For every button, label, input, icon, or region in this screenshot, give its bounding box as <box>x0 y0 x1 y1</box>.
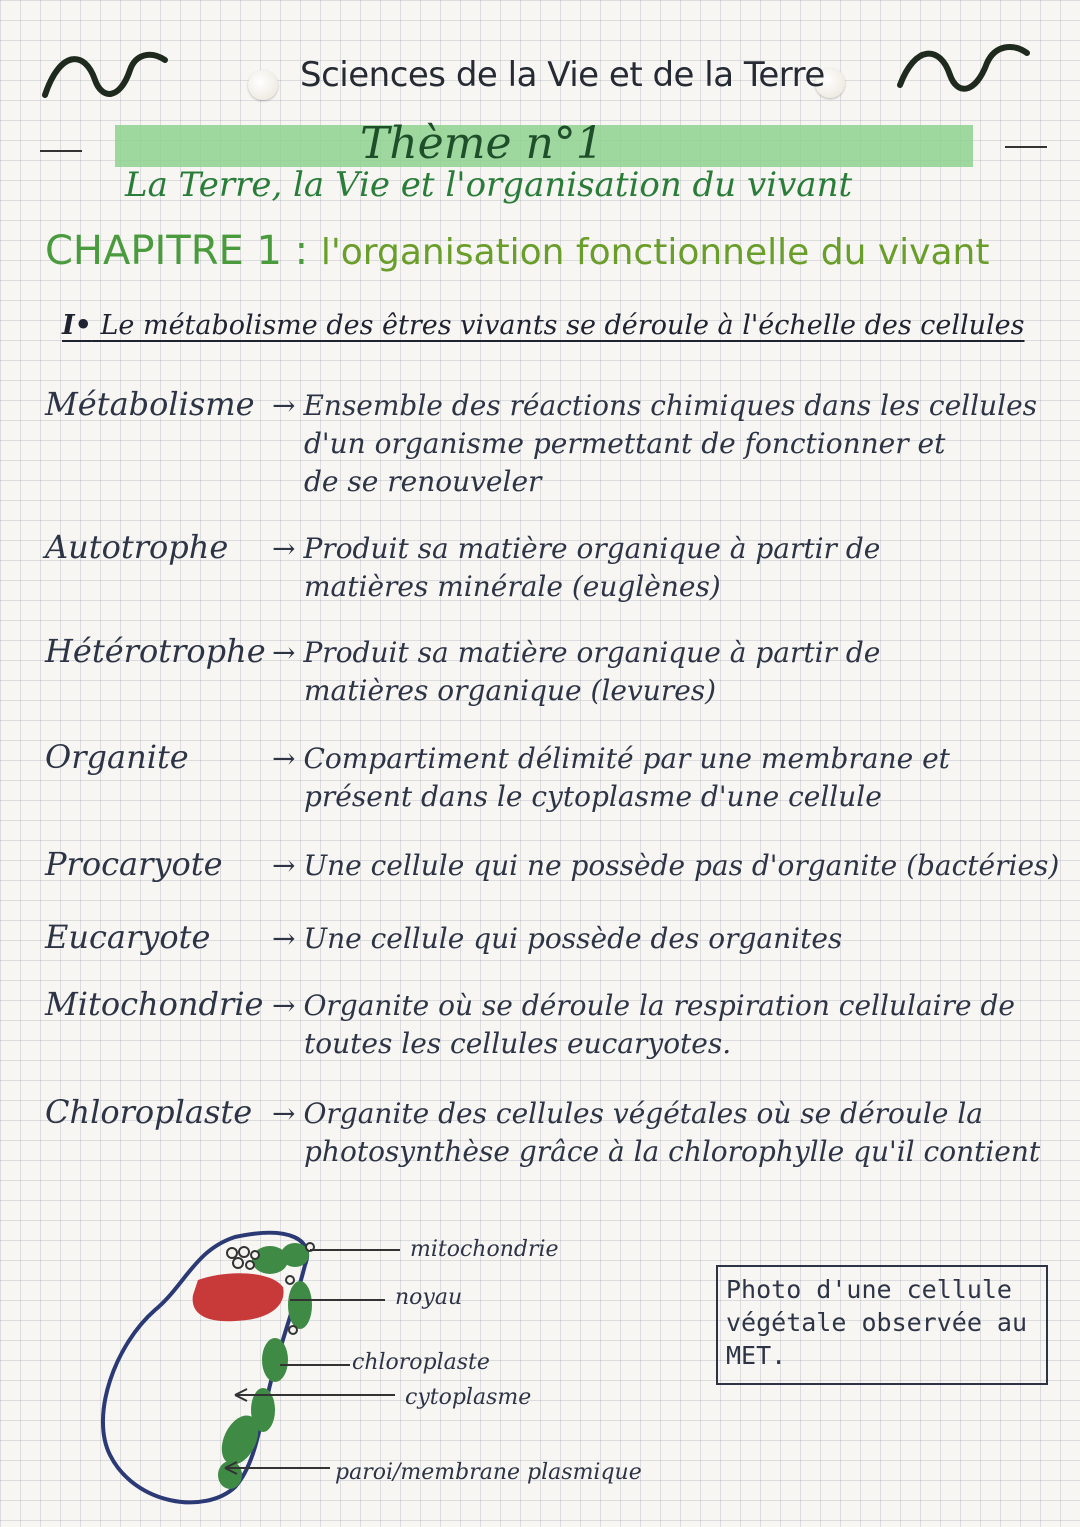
definition-line <box>272 1095 1062 1133</box>
definition-term: Procaryote <box>45 845 223 883</box>
definition-line-text: Organite où se déroule la respiration cellulaire de <box>303 989 1015 1022</box>
left-squiggle-icon <box>40 40 170 110</box>
arrow-icon: → <box>272 989 296 1022</box>
header-title: Sciences de la Vie et de la Terre <box>300 55 825 95</box>
chapter-label: CHAPITRE 1 : <box>45 228 309 274</box>
definition-text <box>272 1095 1062 1171</box>
definition-term: Métabolisme <box>45 385 255 423</box>
photo-note-line2: végétale observée au <box>726 1308 1028 1337</box>
label-noyau: noyau <box>395 1285 463 1310</box>
definition-line-text: Produit sa matière organique à partir de <box>303 532 881 565</box>
definition-line <box>272 530 1062 568</box>
photo-note-box <box>716 1265 1048 1385</box>
left-divider <box>40 150 82 152</box>
definition-term: Organite <box>45 738 189 776</box>
definition-term: Mitochondrie <box>45 985 264 1023</box>
definition-line <box>272 847 1062 885</box>
definition-line-text: Organite des cellules végétales où se déroule la <box>303 1097 983 1130</box>
definition-text <box>272 530 1062 606</box>
label-chloroplaste: chloroplaste <box>352 1350 490 1375</box>
right-squiggle-icon <box>895 35 1035 105</box>
left-binder-hole-icon <box>248 70 278 100</box>
definition-line: matières minérale (euglènes) <box>304 570 721 603</box>
definition-line: toutes les cellules eucaryotes. <box>304 1027 732 1060</box>
chloroplast-shape <box>262 1338 288 1382</box>
photo-note-line3: MET. <box>726 1341 787 1370</box>
theme-title: Thème n°1 <box>360 118 604 169</box>
definition-term: Hétérotrophe <box>45 632 266 670</box>
arrow-icon: → <box>272 636 296 669</box>
label-cytoplasme: cytoplasme <box>405 1385 532 1410</box>
definition-text <box>272 920 1062 958</box>
definition-text <box>272 634 1062 710</box>
definition-line <box>272 920 1062 958</box>
section-number: I• <box>62 310 92 341</box>
definition-line <box>272 634 1062 672</box>
definition-line <box>272 987 1062 1025</box>
arrow-icon: → <box>272 1097 296 1130</box>
arrow-icon: → <box>272 532 296 565</box>
definition-line: photosynthèse grâce à la chlorophylle qu'il contient <box>304 1135 1041 1168</box>
chapter-heading <box>45 228 989 274</box>
definition-text <box>272 847 1062 885</box>
definition-text <box>272 987 1062 1063</box>
definition-text <box>272 740 1062 816</box>
chapter-title: l'organisation fonctionnelle du vivant <box>320 232 990 273</box>
definition-line: matières organique (levures) <box>304 674 717 707</box>
arrow-icon: → <box>272 742 296 775</box>
theme-subtitle: La Terre, la Vie et l'organisation du vivant <box>125 165 853 205</box>
arrow-icon: → <box>272 389 296 422</box>
arrow-icon: → <box>272 922 296 955</box>
definition-term: Autotrophe <box>45 528 229 566</box>
definition-term: Chloroplaste <box>45 1093 253 1131</box>
definition-line-text: Une cellule qui ne possède pas d'organite (bactéries) <box>303 849 1060 882</box>
definition-term: Eucaryote <box>45 918 211 956</box>
section-title: Le métabolisme des êtres vivants se déroule à l'échelle des cellules <box>100 310 1025 341</box>
definition-line-text: Compartiment délimité par une membrane et <box>303 742 950 775</box>
definition-line-text: Produit sa matière organique à partir de <box>303 636 881 669</box>
definition-text <box>272 387 1062 501</box>
definition-line-text: Une cellule qui possède des organites <box>303 922 843 955</box>
arrow-icon: → <box>272 849 296 882</box>
photo-note-line1: Photo d'une cellule <box>726 1275 1012 1304</box>
right-divider <box>1005 146 1047 148</box>
definition-line: présent dans le cytoplasme d'une cellule <box>304 780 882 813</box>
definition-line <box>272 387 1062 425</box>
definition-line <box>272 740 1062 778</box>
label-paroi: paroi/membrane plasmique <box>335 1460 642 1485</box>
definition-line-text: Ensemble des réactions chimiques dans les cellules <box>303 389 1038 422</box>
chloroplast-shape <box>281 1243 309 1267</box>
section-heading <box>62 310 1025 341</box>
definition-line: de se renouveler <box>304 465 542 498</box>
definition-line: d'un organisme permettant de fonctionner et <box>304 427 946 460</box>
nucleus-shape <box>193 1273 284 1321</box>
label-mitochondrie: mitochondrie <box>410 1237 559 1262</box>
chloroplast-shape <box>288 1281 312 1329</box>
